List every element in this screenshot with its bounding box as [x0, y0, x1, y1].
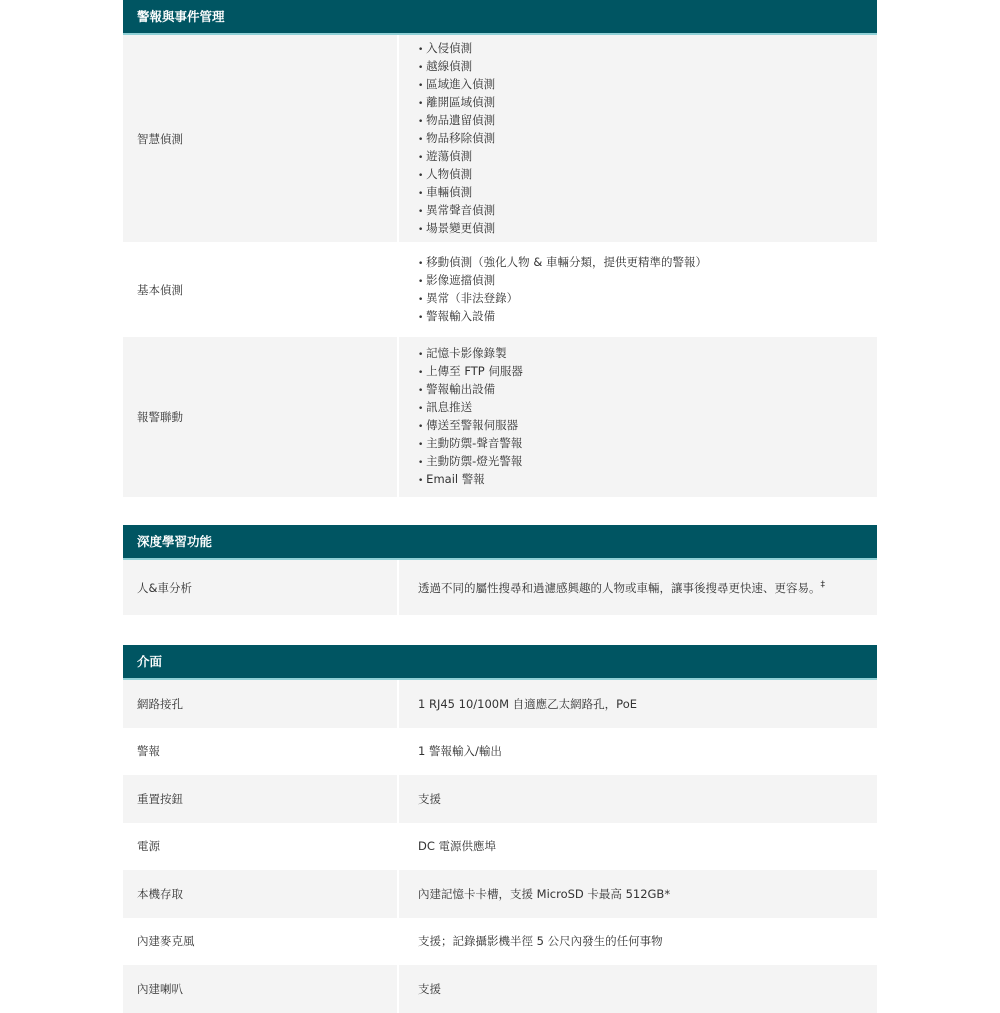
list-item: • 人物偵測 [418, 166, 877, 184]
spec-row [123, 823, 877, 871]
list-item: • 遊蕩偵測 [418, 148, 877, 166]
list-item: • 警報輸出設備 [418, 381, 877, 399]
section-header: 警報與事件管理 [123, 0, 877, 35]
list-item: • 離開區域偵測 [418, 94, 877, 112]
list-item: • 影像遮擋偵測 [418, 272, 877, 290]
section-deep-learning [123, 525, 877, 615]
list-item: • 物品移除偵測 [418, 130, 877, 148]
spec-value: 支援 [418, 791, 441, 806]
section-header: 介面 [123, 645, 877, 680]
spec-value: 支援 [418, 981, 441, 996]
spec-row [123, 680, 877, 728]
spec-label: 內建麥克風 [123, 918, 399, 966]
spec-value: 1 警報輸入/輸出 [418, 744, 502, 759]
spec-label: 網路接孔 [123, 680, 399, 728]
spec-label: 基本偵測 [123, 242, 399, 337]
spec-text: 透過不同的屬性搜尋和過濾感興趣的人物或車輛，讓事後搜尋更快速、更容易。 [418, 580, 821, 595]
spec-label: 電源 [123, 823, 399, 871]
list-item: • Email 警報 [418, 471, 877, 489]
list-item: • 越線偵測 [418, 58, 877, 76]
list-item: • 主動防禦-燈光警報 [418, 453, 877, 471]
section-interface [123, 645, 877, 1013]
spec-value [399, 580, 877, 596]
spec-value [399, 254, 877, 326]
spec-value: 內建記憶卡卡槽，支援 MicroSD 卡最高 512GB* [418, 886, 671, 901]
list-item: • 上傳至 FTP 伺服器 [418, 363, 877, 381]
spec-label: 內建喇叭 [123, 965, 399, 1013]
section-alarm-event [123, 0, 877, 497]
spec-label: 人&車分析 [123, 560, 399, 615]
spec-label: 重置按鈕 [123, 775, 399, 823]
spec-row [123, 870, 877, 918]
spec-row [123, 728, 877, 776]
spec-label: 本機存取 [123, 870, 399, 918]
list-item: • 警報輸入設備 [418, 308, 877, 326]
spec-row [123, 560, 877, 615]
spec-label: 報警聯動 [123, 337, 399, 497]
list-item: • 主動防禦-聲音警報 [418, 435, 877, 453]
spec-value: DC 電源供應埠 [418, 839, 497, 854]
list-item: • 場景變更偵測 [418, 220, 877, 238]
spec-value [399, 40, 877, 238]
list-item: • 入侵偵測 [418, 40, 877, 58]
spec-row [123, 242, 877, 337]
spec-label: 智慧偵測 [123, 35, 399, 242]
list-item: • 傳送至警報伺服器 [418, 417, 877, 435]
spec-label: 警報 [123, 728, 399, 776]
spec-value: 1 RJ45 10/100M 自適應乙太網路孔，PoE [418, 696, 638, 711]
list-item: • 記憶卡影像錄製 [418, 345, 877, 363]
list-item: • 物品遺留偵測 [418, 112, 877, 130]
spec-row [123, 337, 877, 497]
list-item: • 異常聲音偵測 [418, 202, 877, 220]
spec-row [123, 918, 877, 966]
list-item: • 訊息推送 [418, 399, 877, 417]
list-item: • 移動偵測（強化人物 & 車輛分類，提供更精準的警報） [418, 254, 877, 272]
spec-row [123, 35, 877, 242]
list-item: • 車輛偵測 [418, 184, 877, 202]
section-header: 深度學習功能 [123, 525, 877, 560]
spec-value: 支援；記錄攝影機半徑 5 公尺內發生的任何事物 [418, 934, 663, 949]
list-item: • 區域進入偵測 [418, 76, 877, 94]
list-item: • 異常（非法登錄） [418, 290, 877, 308]
spec-row [123, 775, 877, 823]
footnote-mark: ‡ [820, 579, 825, 590]
spec-value [399, 345, 877, 489]
spec-row [123, 965, 877, 1013]
